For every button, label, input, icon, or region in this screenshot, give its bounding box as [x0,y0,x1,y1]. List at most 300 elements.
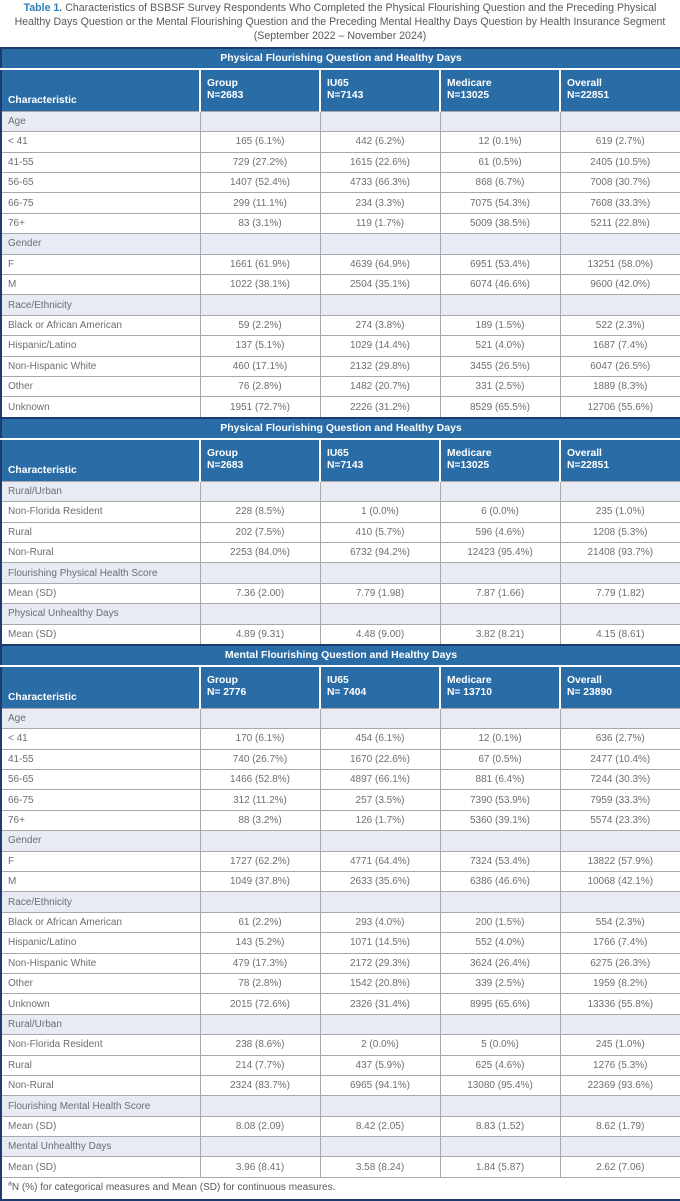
row-label: Non-Hispanic White [1,356,200,376]
cell-value: 5 (0.0%) [440,1035,560,1055]
row-label: Mental Unhealthy Days [1,1137,200,1157]
section-banner: Mental Flourishing Question and Healthy Days [1,645,680,666]
column-header-medicare [440,439,560,482]
cell-value [200,604,320,624]
cell-value: 4897 (66.1%) [320,770,440,790]
cell-value: 238 (8.6%) [200,1035,320,1055]
cell-value: 2324 (83.7%) [200,1075,320,1095]
row-label: Hispanic/Latino [1,933,200,953]
cell-value: 522 (2.3%) [560,315,680,335]
row-label: Non-Hispanic White [1,953,200,973]
segment-name: IU65 [327,77,349,89]
row-label: 66-75 [1,193,200,213]
cell-value: 76 (2.8%) [200,376,320,396]
cell-value [320,708,440,728]
cell-value: 235 (1.0%) [560,502,680,522]
cell-value: 6 (0.0%) [440,502,560,522]
cell-value [560,1014,680,1034]
cell-value: 1727 (62.2%) [200,851,320,871]
segment-n: N=22851 [567,460,610,472]
cell-value: 8.62 (1.79) [560,1116,680,1136]
cell-value: 1951 (72.7%) [200,397,320,418]
table-row [1,624,680,645]
row-label: 76+ [1,213,200,233]
cell-value: 6732 (94.2%) [320,542,440,562]
cell-value: 12 (0.1%) [440,132,560,152]
segment-n: N= 2776 [207,687,247,699]
cell-value: 3.82 (8.21) [440,624,560,645]
cell-value [560,234,680,254]
cell-value: 1049 (37.8%) [200,872,320,892]
row-label: Flourishing Physical Health Score [1,563,200,583]
cell-value: 2.62 (7.06) [560,1157,680,1177]
cell-value: 4.15 (8.61) [560,624,680,645]
row-label: Hispanic/Latino [1,336,200,356]
cell-value: 10068 (42.1%) [560,872,680,892]
segment-n: N=2683 [207,90,244,102]
row-label: Mean (SD) [1,1157,200,1177]
row-label: Non-Rural [1,1075,200,1095]
cell-value: 636 (2.7%) [560,729,680,749]
cell-value: 7075 (54.3%) [440,193,560,213]
row-label: F [1,254,200,274]
cell-value [320,111,440,131]
cell-value: 4771 (64.4%) [320,851,440,871]
column-header-row [1,666,680,709]
cell-value: 1687 (7.4%) [560,336,680,356]
row-label: Black or African American [1,912,200,932]
cell-value [560,831,680,851]
table-row [1,973,680,993]
cell-value: 596 (4.6%) [440,522,560,542]
table-row [1,502,680,522]
cell-value: 6386 (46.6%) [440,872,560,892]
cell-value: 170 (6.1%) [200,729,320,749]
cell-value: 7959 (33.3%) [560,790,680,810]
segment-name: Medicare [447,674,492,686]
segment-name: Medicare [447,447,492,459]
row-label: Non-Rural [1,542,200,562]
table-row [1,356,680,376]
cell-value: 200 (1.5%) [440,912,560,932]
section-banner: Physical Flourishing Question and Healthy Days [1,48,680,69]
category-subheader-row [1,604,680,624]
cell-value [200,1137,320,1157]
cell-value: 8.42 (2.05) [320,1116,440,1136]
cell-value: 2504 (35.1%) [320,275,440,295]
row-label: Race/Ethnicity [1,892,200,912]
table-row [1,315,680,335]
cell-value [320,1137,440,1157]
cell-value: 274 (3.8%) [320,315,440,335]
table-row [1,749,680,769]
cell-value: 202 (7.5%) [200,522,320,542]
cell-value: 339 (2.5%) [440,973,560,993]
cell-value: 4.89 (9.31) [200,624,320,645]
cell-value: 3624 (26.4%) [440,953,560,973]
cell-value: 293 (4.0%) [320,912,440,932]
column-header-iu65 [320,69,440,112]
cell-value [440,234,560,254]
cell-value: 59 (2.2%) [200,315,320,335]
cell-value: 1466 (52.8%) [200,770,320,790]
row-label: Non-Florida Resident [1,502,200,522]
row-label: Gender [1,831,200,851]
column-header-medicare [440,666,560,709]
cell-value [320,831,440,851]
row-label: 41-55 [1,152,200,172]
cell-value: 88 (3.2%) [200,810,320,830]
row-label: < 41 [1,132,200,152]
cell-value: 214 (7.7%) [200,1055,320,1075]
cell-value [320,1014,440,1034]
row-label: Non-Florida Resident [1,1035,200,1055]
segment-name: Group [207,674,238,686]
section-banner: Physical Flourishing Question and Healthy Days [1,418,680,439]
category-subheader-row [1,481,680,501]
cell-value [320,604,440,624]
table-row [1,770,680,790]
row-label: < 41 [1,729,200,749]
row-label: Rural/Urban [1,481,200,501]
cell-value [440,708,560,728]
segment-name: Group [207,447,238,459]
segment-n: N= 13710 [447,687,492,699]
row-label: Physical Unhealthy Days [1,604,200,624]
row-label: Mean (SD) [1,624,200,645]
cell-value: 331 (2.5%) [440,376,560,396]
column-header-overall [560,666,680,709]
cell-value: 7.36 (2.00) [200,583,320,603]
footnote [1,1177,680,1200]
cell-value: 2405 (10.5%) [560,152,680,172]
cell-value: 442 (6.2%) [320,132,440,152]
cell-value [200,234,320,254]
category-subheader-row [1,563,680,583]
category-subheader-row [1,1137,680,1157]
row-label: Flourishing Mental Health Score [1,1096,200,1116]
segment-n: N=7143 [327,90,364,102]
row-label: M [1,275,200,295]
table-row [1,376,680,396]
column-header-characteristic: Characteristic [1,69,200,112]
table-row [1,729,680,749]
table-row [1,790,680,810]
cell-value [200,708,320,728]
table-row [1,1075,680,1095]
column-header-row [1,69,680,112]
table-row [1,336,680,356]
cell-value: 13822 (57.9%) [560,851,680,871]
column-header-iu65 [320,666,440,709]
cell-value: 1482 (20.7%) [320,376,440,396]
row-label: F [1,851,200,871]
cell-value: 7.87 (1.66) [440,583,560,603]
cell-value: 2326 (31.4%) [320,994,440,1014]
cell-value: 189 (1.5%) [440,315,560,335]
section-banner-row [1,48,680,69]
cell-value [440,1096,560,1116]
cell-value: 165 (6.1%) [200,132,320,152]
cell-value: 7008 (30.7%) [560,173,680,193]
cell-value: 12423 (95.4%) [440,542,560,562]
cell-value [440,295,560,315]
table-row [1,1055,680,1075]
column-header-iu65 [320,439,440,482]
row-label: M [1,872,200,892]
table-row [1,522,680,542]
cell-value [560,708,680,728]
cell-value: 2015 (72.6%) [200,994,320,1014]
segment-name: Overall [567,447,602,459]
cell-value: 299 (11.1%) [200,193,320,213]
cell-value: 119 (1.7%) [320,213,440,233]
cell-value: 2172 (29.3%) [320,953,440,973]
segment-n: N=22851 [567,90,610,102]
cell-value: 12 (0.1%) [440,729,560,749]
cell-value: 6275 (26.3%) [560,953,680,973]
cell-value: 4639 (64.9%) [320,254,440,274]
cell-value [200,295,320,315]
cell-value: 6047 (26.5%) [560,356,680,376]
cell-value: 521 (4.0%) [440,336,560,356]
row-label: 41-55 [1,749,200,769]
cell-value: 6965 (94.1%) [320,1075,440,1095]
cell-value: 245 (1.0%) [560,1035,680,1055]
table-body [1,48,680,1200]
cell-value: 619 (2.7%) [560,132,680,152]
cell-value: 881 (6.4%) [440,770,560,790]
cell-value [320,234,440,254]
table-row [1,152,680,172]
cell-value: 8529 (65.5%) [440,397,560,418]
segment-n: N=7143 [327,460,364,472]
cell-value: 1542 (20.8%) [320,973,440,993]
cell-value: 7244 (30.3%) [560,770,680,790]
cell-value: 78 (2.8%) [200,973,320,993]
cell-value [560,1137,680,1157]
table-row [1,193,680,213]
table-row [1,132,680,152]
cell-value: 1208 (5.3%) [560,522,680,542]
table-row [1,810,680,830]
cell-value: 1276 (5.3%) [560,1055,680,1075]
category-subheader-row [1,892,680,912]
category-subheader-row [1,295,680,315]
segment-name: IU65 [327,447,349,459]
segment-name: IU65 [327,674,349,686]
row-label: Other [1,973,200,993]
row-label: Rural [1,1055,200,1075]
characteristics-table [0,47,680,1201]
cell-value: 21408 (93.7%) [560,542,680,562]
cell-value: 137 (5.1%) [200,336,320,356]
category-subheader-row [1,1096,680,1116]
column-header-characteristic: Characteristic [1,666,200,709]
cell-value [440,1014,560,1034]
table-number-label: Table 1. [23,2,63,14]
cell-value [200,1014,320,1034]
cell-value: 8995 (65.6%) [440,994,560,1014]
row-label: Mean (SD) [1,1116,200,1136]
table-title [0,0,680,47]
cell-value: 13251 (58.0%) [560,254,680,274]
cell-value: 5211 (22.8%) [560,213,680,233]
row-label: 56-65 [1,770,200,790]
cell-value: 552 (4.0%) [440,933,560,953]
cell-value: 257 (3.5%) [320,790,440,810]
row-label: Mean (SD) [1,583,200,603]
cell-value: 1 (0.0%) [320,502,440,522]
cell-value [200,1096,320,1116]
segment-n: N=13025 [447,90,490,102]
cell-value [200,563,320,583]
category-subheader-row [1,708,680,728]
cell-value: 1766 (7.4%) [560,933,680,953]
cell-value: 3.58 (8.24) [320,1157,440,1177]
cell-value [560,604,680,624]
cell-value: 8.83 (1.52) [440,1116,560,1136]
segment-name: Overall [567,674,602,686]
cell-value: 126 (1.7%) [320,810,440,830]
cell-value: 1071 (14.5%) [320,933,440,953]
table-row [1,872,680,892]
table-row [1,1157,680,1177]
segment-n: N= 23890 [567,687,612,699]
cell-value: 6951 (53.4%) [440,254,560,274]
cell-value: 729 (27.2%) [200,152,320,172]
cell-value: 13336 (55.8%) [560,994,680,1014]
table-row [1,173,680,193]
cell-value: 5360 (39.1%) [440,810,560,830]
cell-value [440,111,560,131]
cell-value: 13080 (95.4%) [440,1075,560,1095]
cell-value: 22369 (93.6%) [560,1075,680,1095]
cell-value: 460 (17.1%) [200,356,320,376]
cell-value: 1670 (22.6%) [320,749,440,769]
footnote-text: N (%) for categorical measures and Mean (SD) for continuous measures. [11,1182,336,1194]
cell-value: 1029 (14.4%) [320,336,440,356]
cell-value: 2132 (29.8%) [320,356,440,376]
segment-n: N=2683 [207,460,244,472]
cell-value [560,1096,680,1116]
cell-value: 2477 (10.4%) [560,749,680,769]
cell-value: 228 (8.5%) [200,502,320,522]
cell-value: 625 (4.6%) [440,1055,560,1075]
section-banner-row [1,418,680,439]
cell-value: 454 (6.1%) [320,729,440,749]
cell-value: 3.96 (8.41) [200,1157,320,1177]
cell-value [560,111,680,131]
cell-value [320,892,440,912]
category-subheader-row [1,111,680,131]
section-banner-row [1,645,680,666]
table-row [1,254,680,274]
category-subheader-row [1,831,680,851]
table-row [1,542,680,562]
row-label: 76+ [1,810,200,830]
table-row [1,397,680,418]
cell-value: 2253 (84.0%) [200,542,320,562]
cell-value: 1959 (8.2%) [560,973,680,993]
cell-value: 7390 (53.9%) [440,790,560,810]
cell-value: 1661 (61.9%) [200,254,320,274]
cell-value: 234 (3.3%) [320,193,440,213]
table-row [1,953,680,973]
cell-value: 2633 (35.6%) [320,872,440,892]
cell-value: 7324 (53.4%) [440,851,560,871]
row-label: Age [1,111,200,131]
cell-value: 6074 (46.6%) [440,275,560,295]
row-label: Age [1,708,200,728]
row-label: Black or African American [1,315,200,335]
cell-value [560,295,680,315]
cell-value: 1.84 (5.87) [440,1157,560,1177]
table-row [1,912,680,932]
cell-value [560,892,680,912]
table-row [1,1035,680,1055]
row-label: Unknown [1,397,200,418]
row-label: Race/Ethnicity [1,295,200,315]
column-header-medicare [440,69,560,112]
segment-n: N=13025 [447,460,490,472]
cell-value: 61 (0.5%) [440,152,560,172]
cell-value: 1615 (22.6%) [320,152,440,172]
row-label: Gender [1,234,200,254]
column-header-row [1,439,680,482]
segment-name: Medicare [447,77,492,89]
category-subheader-row [1,1014,680,1034]
row-label: 56-65 [1,173,200,193]
cell-value: 312 (11.2%) [200,790,320,810]
cell-value: 8.08 (2.09) [200,1116,320,1136]
footnote-row [1,1177,680,1200]
cell-value: 4.48 (9.00) [320,624,440,645]
cell-value: 1407 (52.4%) [200,173,320,193]
table-row [1,851,680,871]
category-subheader-row [1,234,680,254]
cell-value [560,481,680,501]
cell-value [200,892,320,912]
column-header-overall [560,69,680,112]
cell-value [200,831,320,851]
column-header-characteristic: Characteristic [1,439,200,482]
cell-value: 410 (5.7%) [320,522,440,542]
cell-value: 5009 (38.5%) [440,213,560,233]
table-row [1,213,680,233]
cell-value [560,563,680,583]
cell-value [440,481,560,501]
cell-value: 5574 (23.3%) [560,810,680,830]
row-label: Unknown [1,994,200,1014]
cell-value: 554 (2.3%) [560,912,680,932]
table-row [1,583,680,603]
cell-value [320,481,440,501]
table-row [1,933,680,953]
table-title-text: Characteristics of BSBSF Survey Respondents Who Completed the Physical Flourishing Question and the Preceding Physical Healthy Days Question or the Mental Flourishing Question and the Preceding Mental Healthy Days Question by Health Insurance Segment (September 2022 – November 2024) [14,2,666,42]
cell-value: 3455 (26.5%) [440,356,560,376]
cell-value: 1022 (38.1%) [200,275,320,295]
cell-value [200,111,320,131]
cell-value: 7608 (33.3%) [560,193,680,213]
column-header-group [200,439,320,482]
cell-value: 9600 (42.0%) [560,275,680,295]
column-header-overall [560,439,680,482]
segment-name: Group [207,77,238,89]
footnote-marker: a [8,1181,12,1189]
cell-value: 61 (2.2%) [200,912,320,932]
cell-value [440,563,560,583]
